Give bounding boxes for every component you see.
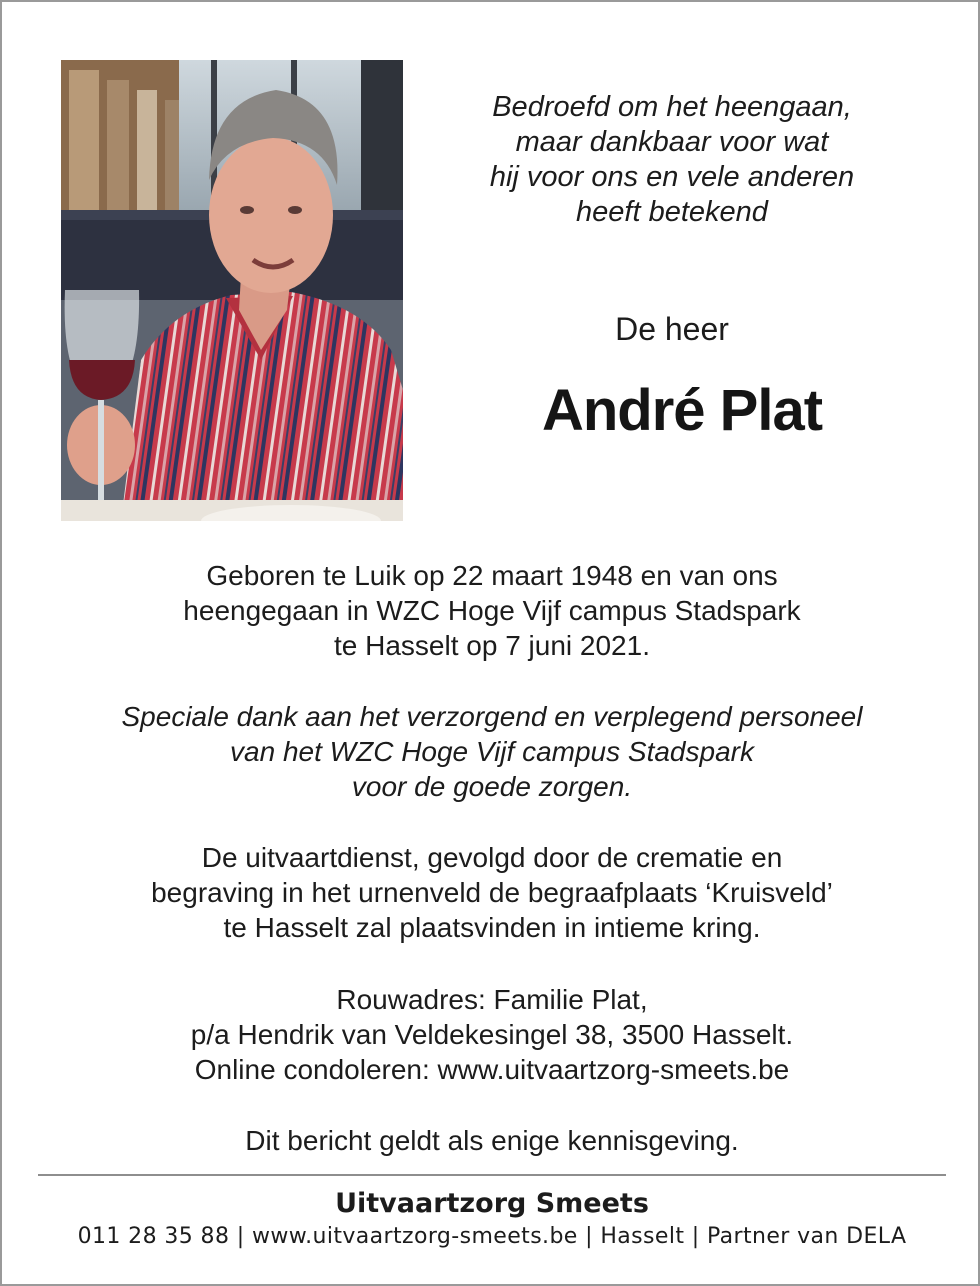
funeral-home-contact: 011 28 35 88 | www.uitvaartzorg-smeets.be | Hasselt | Partner van DELA: [77, 1224, 907, 1249]
quote-line: heeft betekend: [576, 196, 768, 228]
birth-line: te Hasselt op 7 juni 2021.: [334, 630, 650, 661]
deceased-name: André Plat: [541, 378, 823, 443]
thanks-line: Speciale dank aan het verzorgend en verplegend personeel: [121, 701, 863, 732]
address-line: Online condoleren: www.uitvaartzorg-smeets.be: [194, 1054, 790, 1085]
honorific: De heer: [615, 311, 729, 347]
funeral-home-name: Uitvaartzorg Smeets: [335, 1188, 649, 1219]
mourning-address: [42, 982, 942, 1087]
thanks-line: van het WZC Hoge Vijf campus Stadspark: [230, 736, 754, 767]
birth-line: Geboren te Luik op 22 maart 1948 en van ons: [206, 560, 778, 591]
portrait-illustration: [61, 60, 403, 521]
address-line: p/a Hendrik van Veldekesingel 38, 3500 Hasselt.: [190, 1019, 794, 1050]
birth-death-details: [42, 558, 942, 663]
birth-line: heengegaan in WZC Hoge Vijf campus Stadspark: [183, 595, 801, 626]
funeral-line: begraving in het urnenveld de begraafplaats ‘Kruisveld’: [151, 877, 833, 908]
quote-line: maar dankbaar voor wat: [515, 126, 829, 158]
funeral-details: [42, 840, 942, 945]
memorial-quote: [434, 90, 910, 230]
address-line: Rouwadres: Familie Plat,: [336, 984, 648, 1015]
notice-text: Dit bericht geldt als enige kennisgeving.: [245, 1125, 739, 1156]
funeral-line: De uitvaartdienst, gevolgd door de crematie en: [201, 842, 783, 873]
funeral-line: te Hasselt zal plaatsvinden in intieme kring.: [223, 912, 761, 943]
thanks-message: [42, 699, 942, 804]
quote-line: hij voor ons en vele anderen: [489, 161, 855, 193]
portrait-photo: [61, 60, 403, 521]
footer-divider: [38, 1174, 946, 1176]
thanks-line: voor de goede zorgen.: [351, 771, 633, 802]
quote-line: Bedroefd om het heengaan,: [492, 91, 852, 123]
